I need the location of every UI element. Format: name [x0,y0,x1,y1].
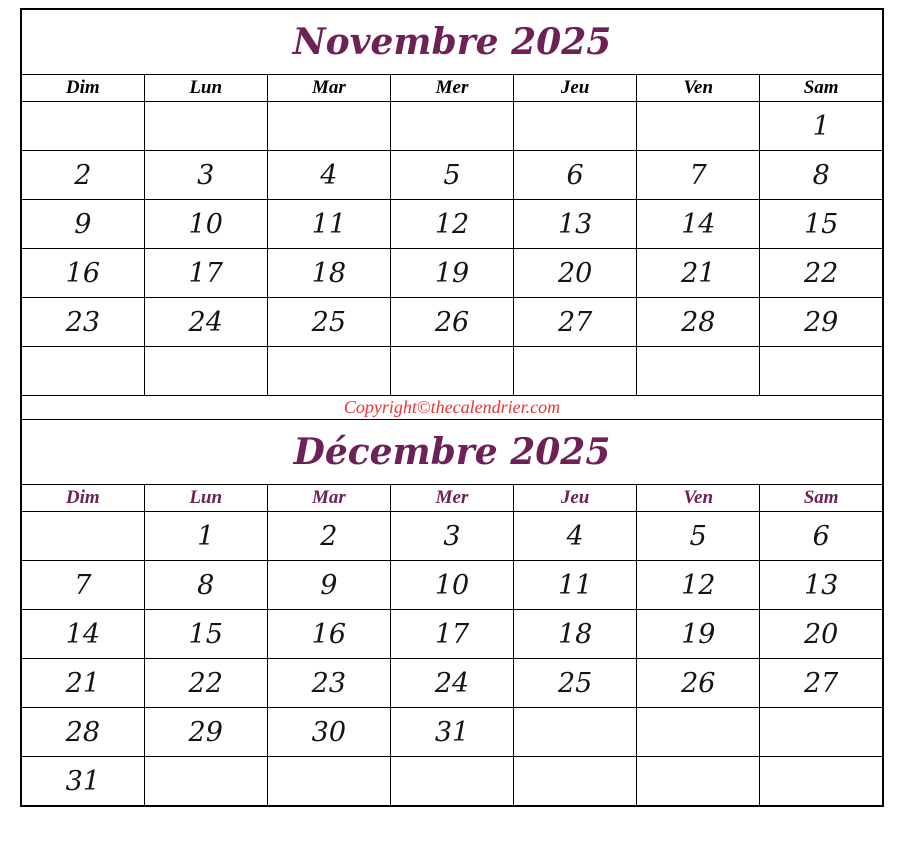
day-cell: 19 [390,249,513,298]
weekday-header: Jeu [514,75,637,102]
weekday-header: Lun [144,485,267,512]
weekday-header: Dim [21,75,144,102]
day-cell: 22 [144,659,267,708]
day-cell: 18 [267,249,390,298]
day-cell: 12 [637,561,760,610]
day-cell: 31 [21,757,144,807]
day-cell: 27 [760,659,883,708]
november-weekday-row [21,75,883,102]
calendar-page [20,8,884,807]
day-cell: 6 [760,512,883,561]
november-week-row [21,200,883,249]
day-cell: 11 [267,200,390,249]
day-cell [637,757,760,807]
month-title-december: Décembre 2025 [21,420,883,485]
month-title-november: Novembre 2025 [21,9,883,75]
day-cell: 2 [267,512,390,561]
weekday-header: Mer [390,485,513,512]
day-cell [760,708,883,757]
day-cell: 5 [637,512,760,561]
day-cell: 5 [390,151,513,200]
day-cell: 1 [760,102,883,151]
day-cell: 24 [144,298,267,347]
day-cell [637,347,760,396]
day-cell [514,102,637,151]
day-cell: 2 [21,151,144,200]
day-cell: 10 [390,561,513,610]
day-cell: 26 [390,298,513,347]
day-cell: 25 [267,298,390,347]
day-cell [637,102,760,151]
day-cell: 7 [637,151,760,200]
weekday-header: Jeu [514,485,637,512]
december-week-row [21,512,883,561]
weekday-header: Ven [637,485,760,512]
day-cell: 13 [514,200,637,249]
december-week-row [21,708,883,757]
day-cell: 28 [637,298,760,347]
calendar-table [20,8,884,807]
day-cell: 25 [514,659,637,708]
day-cell: 8 [144,561,267,610]
day-cell: 15 [144,610,267,659]
november-week-row [21,102,883,151]
day-cell: 7 [21,561,144,610]
weekday-header: Dim [21,485,144,512]
december-week-row [21,659,883,708]
day-cell: 12 [390,200,513,249]
day-cell: 14 [21,610,144,659]
day-cell: 22 [760,249,883,298]
day-cell: 23 [21,298,144,347]
day-cell: 21 [21,659,144,708]
day-cell: 30 [267,708,390,757]
day-cell: 1 [144,512,267,561]
day-cell: 16 [267,610,390,659]
day-cell [267,102,390,151]
weekday-header: Mar [267,75,390,102]
day-cell: 29 [144,708,267,757]
day-cell [21,102,144,151]
day-cell [390,102,513,151]
december-weekday-row [21,485,883,512]
day-cell: 28 [21,708,144,757]
december-week-row [21,561,883,610]
day-cell: 16 [21,249,144,298]
day-cell: 11 [514,561,637,610]
weekday-header: Sam [760,485,883,512]
day-cell: 24 [390,659,513,708]
day-cell: 4 [267,151,390,200]
december-week-row [21,757,883,807]
day-cell: 29 [760,298,883,347]
day-cell [637,708,760,757]
november-title-row [21,9,883,75]
day-cell [21,512,144,561]
day-cell: 8 [760,151,883,200]
weekday-header: Mar [267,485,390,512]
day-cell [760,757,883,807]
day-cell: 20 [760,610,883,659]
day-cell [267,757,390,807]
day-cell [144,757,267,807]
day-cell: 15 [760,200,883,249]
weekday-header: Sam [760,75,883,102]
day-cell [514,347,637,396]
day-cell [144,102,267,151]
weekday-header: Lun [144,75,267,102]
day-cell [21,347,144,396]
day-cell: 20 [514,249,637,298]
day-cell: 13 [760,561,883,610]
day-cell: 4 [514,512,637,561]
day-cell: 17 [144,249,267,298]
day-cell: 14 [637,200,760,249]
day-cell [760,347,883,396]
copyright-row [21,396,883,420]
day-cell [514,757,637,807]
november-week-row [21,298,883,347]
day-cell: 3 [390,512,513,561]
day-cell: 23 [267,659,390,708]
day-cell [514,708,637,757]
day-cell: 9 [267,561,390,610]
day-cell: 10 [144,200,267,249]
day-cell: 18 [514,610,637,659]
november-week-row [21,151,883,200]
day-cell: 31 [390,708,513,757]
day-cell [267,347,390,396]
november-week-row [21,347,883,396]
day-cell: 6 [514,151,637,200]
november-week-row [21,249,883,298]
day-cell: 9 [21,200,144,249]
day-cell: 17 [390,610,513,659]
day-cell [144,347,267,396]
day-cell [390,757,513,807]
december-title-row [21,420,883,485]
weekday-header: Ven [637,75,760,102]
day-cell: 26 [637,659,760,708]
weekday-header: Mer [390,75,513,102]
copyright-text: Copyright©thecalendrier.com [21,396,883,420]
day-cell: 27 [514,298,637,347]
day-cell: 19 [637,610,760,659]
december-week-row [21,610,883,659]
day-cell: 21 [637,249,760,298]
day-cell [390,347,513,396]
day-cell: 3 [144,151,267,200]
